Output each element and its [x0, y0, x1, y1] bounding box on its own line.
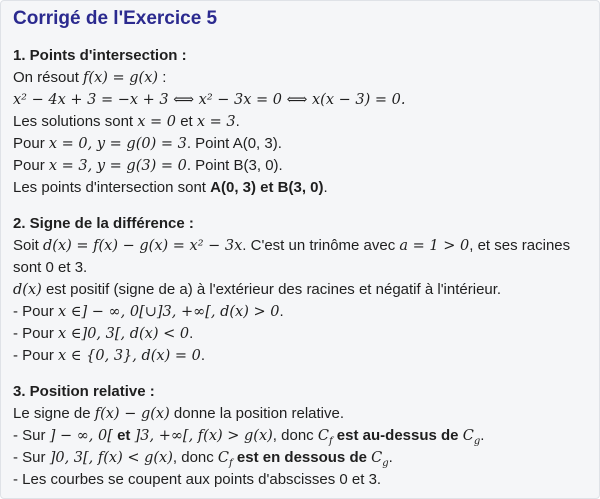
s1-sol2: x = 3: [196, 114, 236, 130]
s1-sol1: x = 0: [137, 114, 177, 130]
s2-def-middle: . C'est un trinôme avec: [242, 237, 400, 254]
s3-case1-prefix: - Sur: [13, 427, 50, 444]
s3-case1-bold: est au-dessus de: [332, 427, 463, 444]
s1-conclusion-points: A(0, 3) et B(3, 0): [210, 179, 324, 196]
s1-point-b-suffix: . Point B(3, 0).: [186, 157, 283, 174]
s3-intro-end: donne la position relative.: [169, 405, 345, 422]
s2-case2-line: [13, 323, 587, 345]
s2-sign-eq: d(x): [13, 282, 42, 298]
s1-solutions-line: [13, 111, 587, 133]
s3-case3-line: [13, 469, 587, 491]
s2-case2-eq: x ∈]0, 3[, d(x) < 0: [58, 326, 190, 342]
s2-case3-prefix: - Pour: [13, 347, 59, 364]
s1-solutions-text: Les solutions sont: [13, 113, 138, 130]
s2-definition-line: [13, 235, 587, 279]
section-3-heading: 3. Position relative :: [13, 383, 155, 400]
s1-sol-end: .: [235, 113, 240, 130]
s3-case2-eq: ]0, 3[, f(x) < g(x): [49, 450, 173, 466]
s1-point-b-prefix: Pour: [13, 157, 49, 174]
s3-case2-cg: $C_g$: [371, 450, 389, 469]
s2-case1-eq: x ∈] − ∞, 0[∪]3, +∞[, d(x) > 0: [58, 304, 280, 320]
s2-case1-end: .: [279, 303, 284, 320]
s1-conclusion-text: Les points d'intersection sont: [13, 179, 211, 196]
s2-case3-end: .: [200, 347, 206, 364]
s2-case3-line: [13, 345, 587, 367]
s3-case1-donc: , donc: [272, 427, 318, 444]
s1-conclusion-line: [13, 177, 587, 199]
s1-intro-line: [13, 67, 587, 89]
s3-case1-interval-a: ] − ∞, 0[: [49, 428, 113, 444]
s1-equation-chain: x² − 4x + 3 = −x + 3 ⟺ x² − 3x = 0 ⟺ x(x − 3) = 0.: [13, 92, 406, 108]
s2-case1-line: [13, 301, 587, 323]
s1-intro-colon: :: [158, 69, 167, 86]
section-1-heading: 1. Points d'intersection :: [13, 47, 187, 64]
s1-point-a-suffix: . Point A(0, 3).: [186, 135, 282, 152]
s1-point-b-line: [13, 155, 587, 177]
s2-sign-text: est positif (signe de a) à l'extérieur des racines et négatif à l'intérieur.: [41, 281, 502, 298]
s1-equation-line: [13, 89, 587, 111]
s3-intro-prefix: Le signe de: [13, 405, 95, 422]
s2-case2-prefix: - Pour: [13, 325, 59, 342]
s3-case1-end: .: [480, 427, 485, 444]
s2-case3-eq: x ∈ {0, 3}, d(x) = 0: [58, 348, 201, 364]
s3-case2-bold: est en dessous de: [232, 449, 372, 466]
s3-case1-cg: $C_g$: [462, 428, 481, 447]
s1-intro-text: On résout: [13, 69, 84, 86]
s1-intro-eq: f(x) = g(x): [83, 70, 159, 86]
s3-case2-donc: , donc: [172, 449, 218, 466]
s3-case1-line: [13, 425, 587, 447]
page-title: Corrigé de l'Exercice 5: [13, 8, 218, 29]
s3-case2-cf: $C_f$: [217, 450, 233, 469]
s1-point-a-line: [13, 133, 587, 155]
s2-def-end: , et ses racines sont 0 et 3.: [13, 237, 571, 276]
s2-def-a: a = 1 > 0: [399, 238, 470, 254]
s3-case2-end: .: [388, 449, 393, 466]
s3-case2-prefix: - Sur: [13, 449, 50, 466]
s3-intro-eq: f(x) − g(x): [94, 406, 170, 422]
s1-conclusion-end: .: [323, 179, 328, 196]
s3-case1-cf: $C_f$: [317, 428, 333, 447]
s3-case1-and: et: [112, 427, 135, 444]
s1-point-b-eq: x = 3, y = g(3) = 0: [48, 158, 187, 174]
s2-case1-prefix: - Pour: [13, 303, 59, 320]
s1-point-a-prefix: Pour: [13, 135, 49, 152]
s3-case2-line: [13, 447, 587, 469]
s3-case1-interval-b: ]3, +∞[, f(x) > g(x): [134, 428, 273, 444]
section-gap: [13, 367, 587, 381]
s3-intro-line: [13, 403, 587, 425]
s1-point-a-eq: x = 0, y = g(0) = 3: [48, 136, 187, 152]
s1-sol-and: et: [176, 113, 197, 130]
s2-sign-line: [13, 279, 587, 301]
s2-def-eq: d(x) = f(x) − g(x) = x² − 3x: [43, 238, 243, 254]
s2-case2-end: .: [189, 325, 194, 342]
s3-case3-text: - Les courbes se coupent aux points d'abscisses 0 et 3.: [13, 471, 382, 488]
section-2-heading: 2. Signe de la différence :: [13, 215, 194, 232]
s2-def-prefix: Soit: [13, 237, 44, 254]
section-gap: [13, 199, 587, 213]
